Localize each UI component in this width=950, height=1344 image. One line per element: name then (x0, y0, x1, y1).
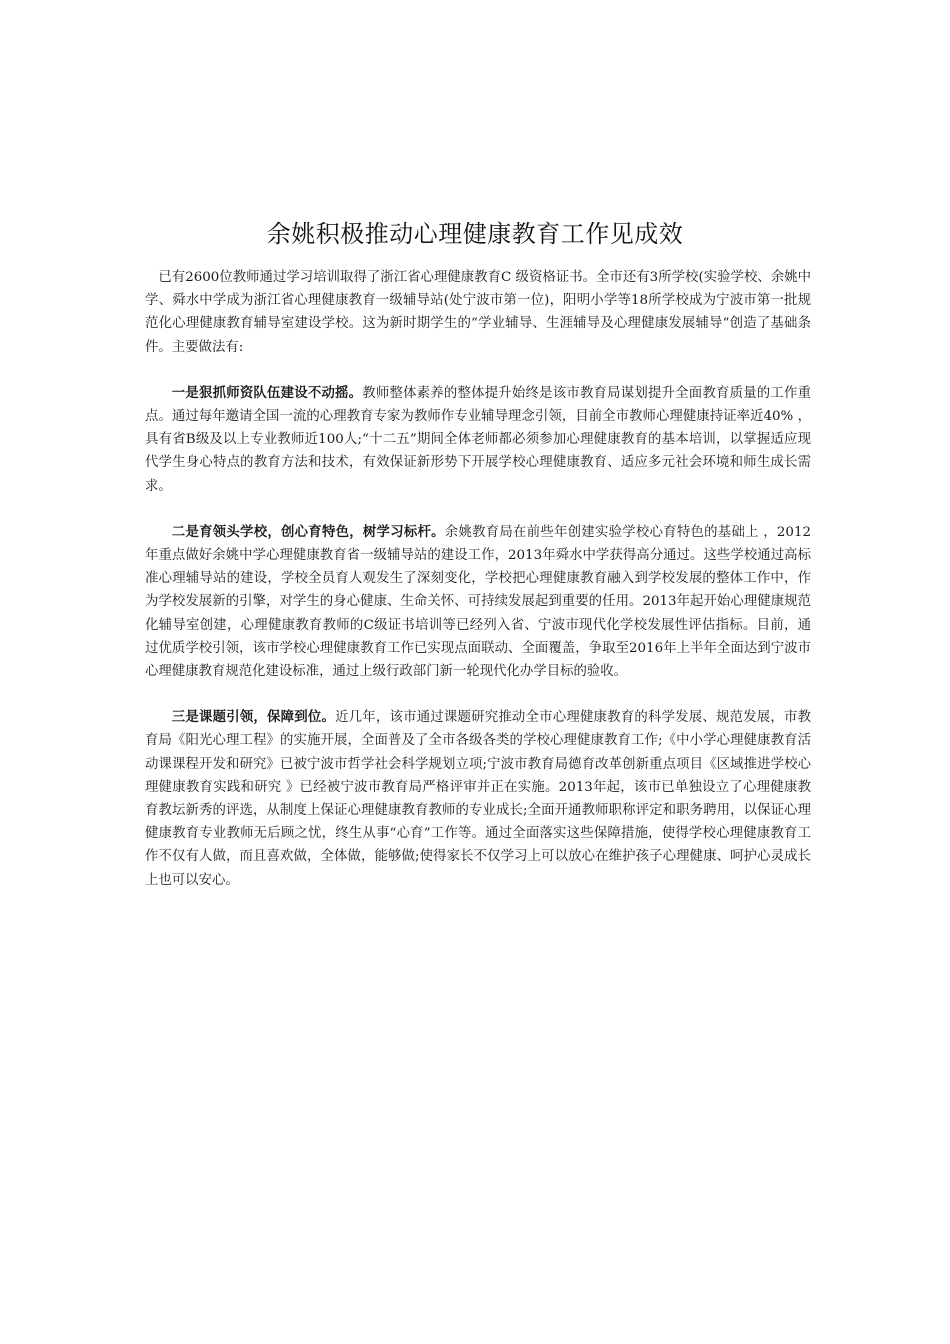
section-paragraph-3 (145, 706, 811, 892)
intro-paragraph: 已有2600位教师通过学习培训取得了浙江省心理健康教育C 级资格证书。全市还有3所学校(实验学校、余姚中学、舜水中学成为浙江省心理健康教育一级辅导站(处宁波市第一位)，阳明小学等18所学校成为宁波市第一批规范化心理健康教育辅导室建设学校。这为新时期学生的“学业辅导、生涯辅导及心理健康发展辅导”创造了基础条件。主要做法有: (145, 270, 811, 355)
section-paragraph-1 (145, 382, 811, 498)
section-paragraph-2 (145, 521, 811, 683)
section-2-lead: 二是育领头学校，创心育特色，树学习标杆。 (171, 524, 445, 540)
document-body (145, 266, 811, 892)
section-1-lead: 一是狠抓师资队伍建设不动摇。 (171, 385, 363, 401)
section-3-text: 近几年，该市通过课题研究推动全市心理健康教育的科学发展、规范发展，市教育局《阳光心理工程》的实施开展，全面普及了全市各级各类的学校心理健康教育工作;《中小学心理健康教育活动课课程开发和研究》已被宁波市哲学社会科学规划立项;宁波市教育局德育改革创新重点项目《区域推进学校心理健康教育实践和研究 》已经被宁波市教育局严格评审并正在实施。2013年起，该市已单独设立了心理健康教育教坛新秀的评选，从制度上保证心理健康教育教师的专业成长;全面开通教师职称评定和职务聘用，以保证心理健康教育专业教师无后顾之忧，终生从事“心育”工作等。通过全面落实这些保障措施，使得学校心理健康教育工作不仅有人做，而且喜欢做，全体做，能够做;使得家长不仅学习上可以放心在维护孩子心理健康、呵护心灵成长上也可以安心。 (145, 710, 812, 888)
section-3-lead: 三是课题引领，保障到位。 (171, 710, 336, 726)
section-1-text: 教师整体素养的整体提升始终是该市教育局谋划提升全面教育质量的工作重点。通过每年邀请全国一流的心理教育专家为教师作专业辅导理念引领，目前全市教师心理健康持证率近40% ，具有省B级及以上专业教师近100人;“十二五”期间全体老师都必须参加心理健康教育的基本培训，以掌握适应现代学生身心特点的教育方法和技术，有效保证新形势下开展学校心理健康教育、适应多元社会环境和师生成长需求。 (145, 385, 812, 494)
document-title: 余姚积极推动心理健康教育工作见成效 (266, 220, 684, 248)
section-2-text: 余姚教育局在前些年创建实验学校心育特色的基础上 ，2012年重点做好余姚中学心理健康教育省一级辅导站的建设工作，2013年舜水中学获得高分通过。这些学校通过高标准心理辅导站的建设，学校全员育人观发生了深刻变化，学校把心理健康教育融入到学校发展的整体工作中，作为学校发展新的引擎，对学生的身心健康、生命关怀、可持续发展起到重要的任用。2013年起开始心理健康规范化辅导室创建，心理健康教育教师的C级证书培训等已经列入省、宁波市现代化学校发展性评估指标。目前，通过优质学校引领，该市学校心理健康教育工作已实现点面联动、全面覆盖，争取至2016年上半年全面达到宁波市心理健康教育规范化建设标准，通过上级行政部门新一轮现代化办学目标的验收。 (145, 524, 811, 680)
